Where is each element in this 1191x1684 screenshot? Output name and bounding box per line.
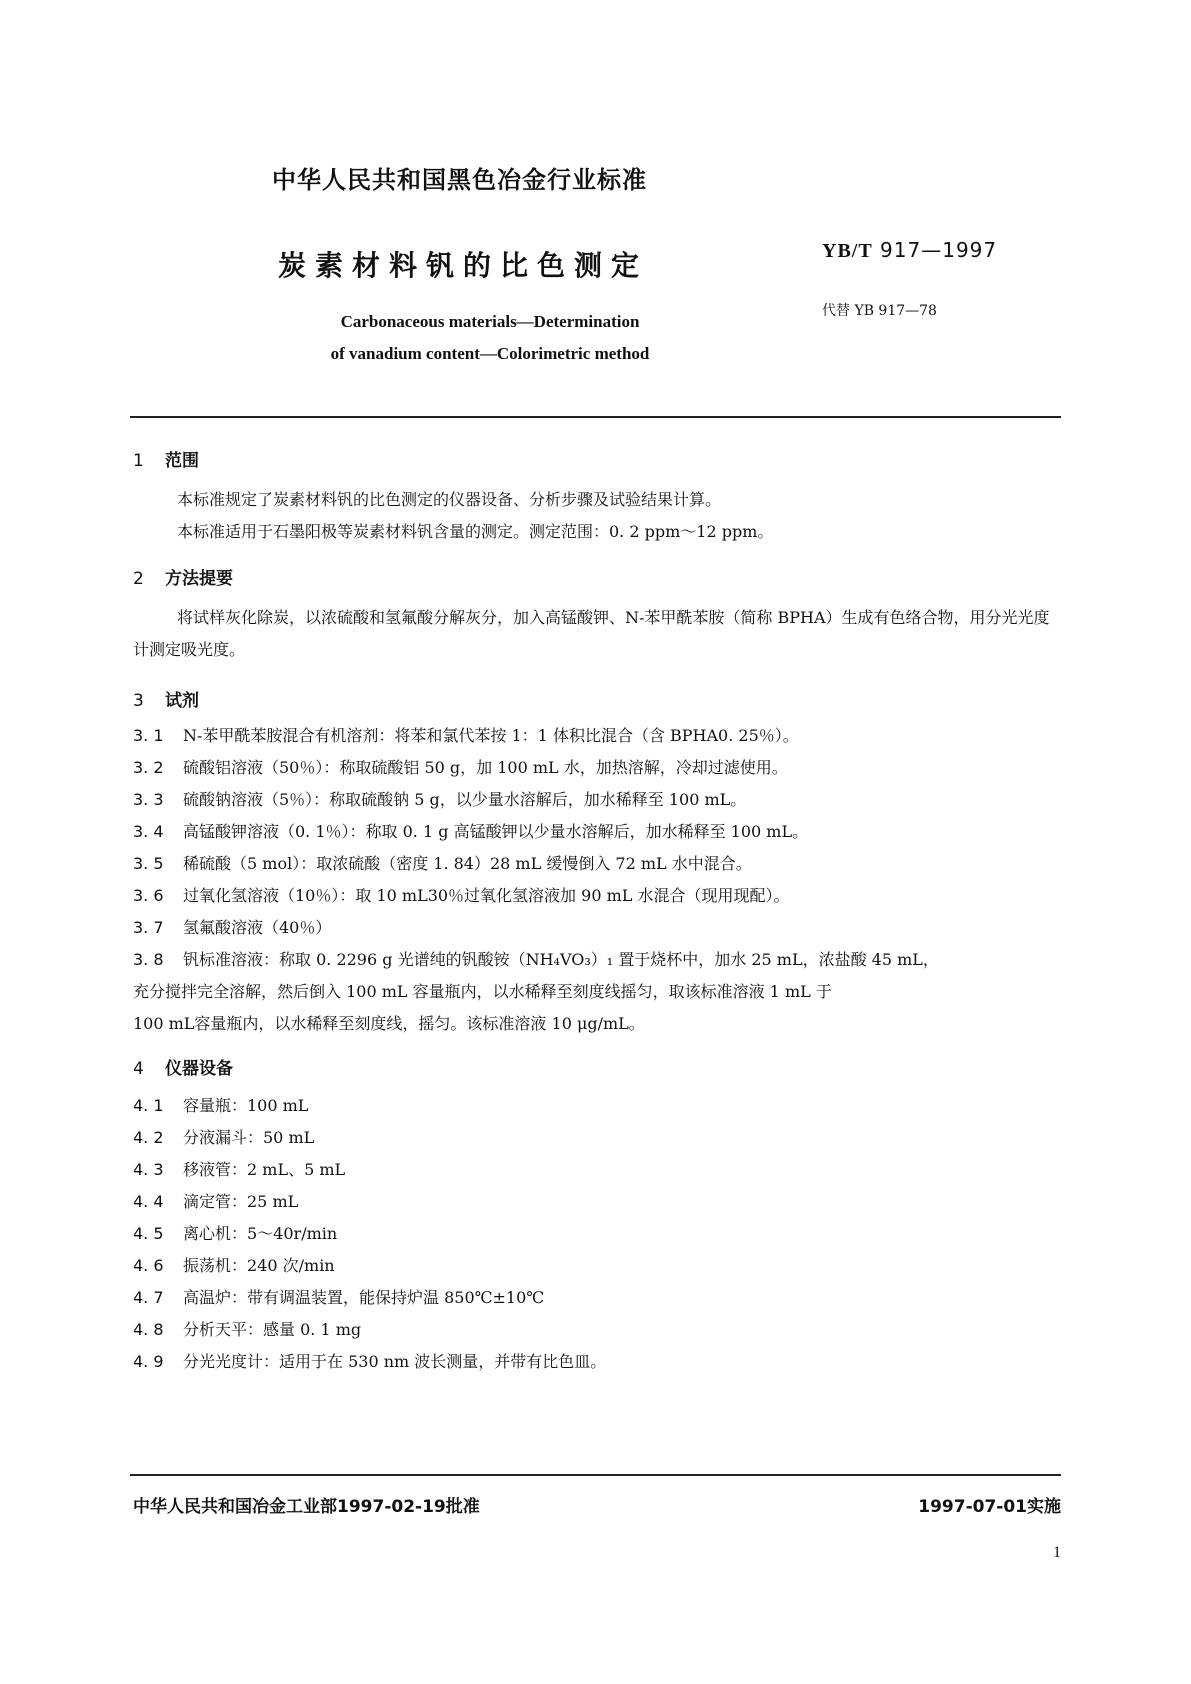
effective-date: 1997-07-01实施: [918, 1497, 1061, 1517]
section-1-para-2: 本标准适用于石墨阳极等炭素材料钒含量的测定。测定范围：0. 2 ppm～12 ppm。: [177, 522, 774, 541]
apparatus-item: 4. 5 离心机：5～40r/min: [133, 1224, 338, 1243]
apparatus-item: 4. 9 分光光度计：适用于在 530 nm 波长测量，并带有比色皿。: [133, 1352, 607, 1371]
replaces-note: 代替 YB 917—78: [822, 303, 937, 319]
apparatus-item: 4. 1 容量瓶：100 mL: [133, 1096, 309, 1115]
reagent-item-8-continued-2: 100 mL容量瓶内，以水稀释至刻度线，摇匀。该标准溶液 10 μg/mL。: [133, 1014, 645, 1033]
section-3-heading: 3 试剂: [133, 691, 199, 711]
reagent-item: 3. 2 硫酸铝溶液（50％）：称取硫酸铝 50 g，加 100 mL 水，加热溶解，冷却过滤使用。: [133, 758, 788, 777]
approval-note: 中华人民共和国冶金工业部1997-02-19批准: [133, 1497, 480, 1517]
apparatus-item: 4. 2 分液漏斗：50 mL: [133, 1128, 315, 1147]
apparatus-item: 4. 3 移液管：2 mL、5 mL: [133, 1160, 346, 1179]
standard-organization: 中华人民共和国黑色冶金行业标准: [272, 166, 647, 194]
section-1-heading: 1 范围: [133, 451, 199, 471]
reagent-item: 3. 8 钒标准溶液：称取 0. 2296 g 光谱纯的钒酸铵（NH₄VO₃）₁ 置于烧杯中，加水 25 mL，浓盐酸 45 mL，: [133, 950, 939, 969]
reagent-item: 3. 6 过氧化氢溶液（10％）：取 10 mL30％过氧化氢溶液加 90 mL 水混合（现用现配）。: [133, 886, 790, 905]
reagent-item-8-continued-1: 充分搅拌完全溶解，然后倒入 100 mL 容量瓶内，以水稀释至刻度线摇匀，取该标准溶液 1 mL 于: [133, 982, 832, 1001]
reagent-item: 3. 7 氢氟酸溶液（40％）: [133, 918, 332, 937]
reagent-item: 3. 1 N-苯甲酰苯胺混合有机溶剂：将苯和氯代苯按 1：1 体积比混合（含 BPHA0. 25％）。: [133, 726, 799, 745]
section-2-heading: 2 方法提要: [133, 569, 233, 589]
apparatus-item: 4. 4 滴定管：25 mL: [133, 1192, 299, 1211]
reagent-item: 3. 4 高锰酸钾溶液（0. 1％）：称取 0. 1 g 高锰酸钾以少量水溶解后，加水稀释至 100 mL。: [133, 822, 809, 841]
section-4-heading: 4 仪器设备: [133, 1059, 233, 1079]
apparatus-item: 4. 8 分析天平：感量 0. 1 mg: [133, 1320, 362, 1339]
title-en-line1: Carbonaceous materials—Determination: [340, 312, 640, 331]
page-number: 1: [1053, 1544, 1061, 1561]
reagent-item: 3. 5 稀硫酸（5 mol）：取浓硫酸（密度 1. 84）28 mL 缓慢倒入 72 mL 水中混合。: [133, 854, 752, 873]
section-2-para-1: 将试样灰化除炭，以浓硫酸和氢氟酸分解灰分，加入高锰酸钾、N-苯甲酰苯胺（简称 BPHA）生成有色络合物，用分光光度计测定吸光度。: [133, 608, 1050, 659]
document-title-en: [280, 306, 700, 370]
header-divider: [130, 416, 1061, 418]
standard-prefix: YB/T: [822, 240, 873, 262]
document-title-cn: 炭素材料钒的比色测定: [278, 249, 649, 282]
section-1-para-1: 本标准规定了炭素材料钒的比色测定的仪器设备、分析步骤及试验结果计算。: [177, 490, 722, 509]
apparatus-item: 4. 7 高温炉：带有调温装置，能保持炉温 850℃±10℃: [133, 1288, 545, 1307]
standard-number: [822, 238, 997, 263]
title-en-line2: of vanadium content—Colorimetric method: [330, 344, 650, 363]
standard-number-value: 917—1997: [880, 238, 998, 262]
footer-divider: [130, 1474, 1061, 1476]
apparatus-item: 4. 6 振荡机：240 次/min: [133, 1256, 335, 1275]
reagent-item: 3. 3 硫酸钠溶液（5％）：称取硫酸钠 5 g，以少量水溶解后，加水稀释至 100 mL。: [133, 790, 747, 809]
